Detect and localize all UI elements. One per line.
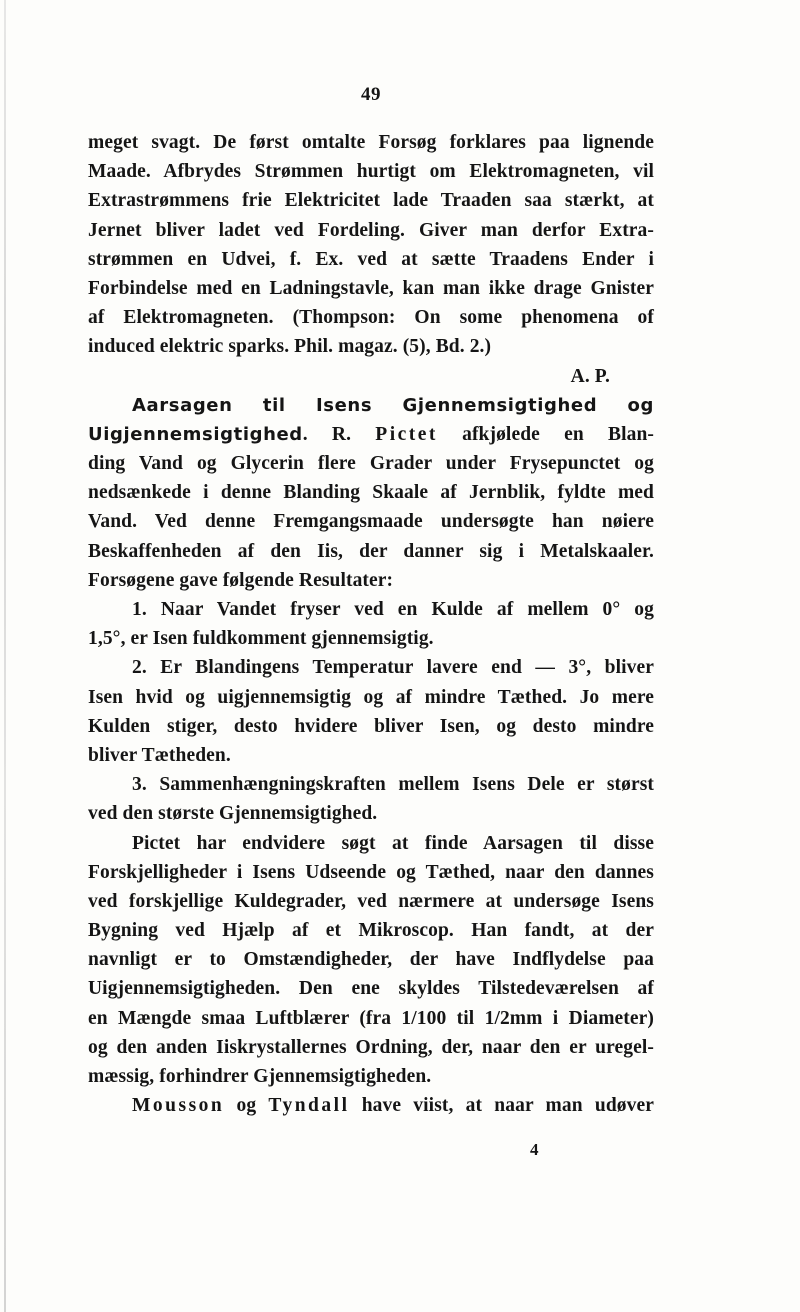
text-line xyxy=(88,303,654,332)
text-segment: og xyxy=(224,1095,269,1117)
text-line xyxy=(88,449,654,478)
text-segment: 1,5°, er Isen fuldkomment gjennemsigtig. xyxy=(88,628,434,650)
text-segment: Forskjelligheder i Isens Udseende og Tæthed, naar den dannes xyxy=(88,861,654,883)
spaced-name: Mousson xyxy=(132,1095,225,1117)
text-line xyxy=(88,216,654,245)
text-segment: Jernet bliver ladet ved Fordeling. Giver man derfor Extra- xyxy=(88,219,654,241)
text-segment: ved forskjellige Kuldegrader, ved nærmere at undersøge Isens xyxy=(88,890,654,912)
text-segment: Forbindelse med en Ladningstavle, kan man ikke drage Gnister xyxy=(88,277,654,299)
text-line xyxy=(88,945,654,974)
text-segment: afkjølede en Blan- xyxy=(437,423,654,445)
text-line xyxy=(88,274,654,303)
page-number: 49 xyxy=(361,84,381,105)
text-segment: 3. Sammenhængningskraften mellem Isens Dele er størst xyxy=(132,774,654,796)
text-segment: ved den største Gjennemsigtighed. xyxy=(88,803,378,825)
section-heading: Uigjennemsigtighed xyxy=(88,423,303,445)
text-line xyxy=(88,887,654,916)
text-line xyxy=(88,157,654,186)
text-segment: nedsænkede i denne Blanding Skaale af Jernblik, fyldte med xyxy=(88,482,654,504)
text-line xyxy=(88,653,654,682)
text-segment: Isen hvid og uigjennemsigtig og af mindre Tæthed. Jo mere xyxy=(88,686,654,708)
text-segment: have viist, at naar man udøver xyxy=(349,1095,655,1117)
text-segment: en Mængde smaa Luftblærer (fra 1/100 til 1/2mm i Diameter) xyxy=(88,1007,654,1029)
page-edge-shadow xyxy=(4,0,6,1312)
text-line xyxy=(88,128,654,157)
text-line xyxy=(88,624,654,653)
text-line xyxy=(88,245,654,274)
text-line xyxy=(88,595,654,624)
text-line xyxy=(88,537,654,566)
text-segment: navnligt er to Omstændigheder, der have Indflydelse paa xyxy=(88,949,654,971)
text-line xyxy=(88,770,654,799)
text-segment: Extrastrømmens frie Elektricitet lade Traaden saa stærkt, at xyxy=(88,190,654,212)
text-line xyxy=(88,420,654,449)
text-segment: Forsøgene gave følgende Resultater: xyxy=(88,569,394,591)
text-segment: Maade. Afbrydes Strømmen hurtigt om Elektromagneten, vil xyxy=(88,161,654,183)
text-segment: A. P. xyxy=(570,365,610,387)
text-line xyxy=(88,829,654,858)
text-segment: induced elektric sparks. Phil. magaz. (5), Bd. 2.) xyxy=(88,336,492,358)
text-segment: 2. Er Blandingens Temperatur lavere end — 3°, bliver xyxy=(132,657,654,679)
text-line xyxy=(88,683,654,712)
text-segment: Bygning ved Hjælp af et Mikroscop. Han fandt, at der xyxy=(88,920,654,942)
text-segment: ding Vand og Glycerin flere Grader under Frysepunctet og xyxy=(88,453,654,475)
text-line xyxy=(88,186,654,215)
text-line xyxy=(88,332,654,361)
text-segment: mæssig, forhindrer Gjennemsigtigheden. xyxy=(88,1066,432,1087)
text-line xyxy=(88,507,654,536)
text-segment: 1. Naar Vandet fryser ved en Kulde af mellem 0° og xyxy=(132,599,654,620)
text-segment: meget svagt. De først omtalte Forsøg forklares paa lignende xyxy=(88,132,654,153)
text-line xyxy=(88,974,654,1003)
text-line xyxy=(88,362,654,391)
section-heading: Aarsagen til Isens Gjennemsigtighed og xyxy=(132,394,654,416)
text-segment: Pictet har endvidere søgt at finde Aarsagen til disse xyxy=(132,832,654,854)
text-segment: . R. xyxy=(302,423,376,445)
text-segment: Uigjennemsigtigheden. Den ene skyldes Tilstedeværelsen af xyxy=(88,978,654,1000)
text-line xyxy=(88,858,654,887)
text-line xyxy=(88,391,654,420)
text-segment: Beskaffenheden af den Iis, der danner sig i Metalskaaler. xyxy=(88,540,654,562)
text-line xyxy=(88,1004,654,1033)
text-segment: af Elektromagneten. (Thompson: On some phenomena of xyxy=(88,307,654,329)
spaced-name: Tyndall xyxy=(268,1095,350,1117)
text-segment: bliver Tætheden. xyxy=(88,744,231,766)
spaced-name: Pictet xyxy=(375,423,438,445)
text-line xyxy=(88,799,654,828)
text-segment: og den anden Iiskrystallernes Ordning, der, naar den er uregel- xyxy=(88,1036,654,1058)
text-line xyxy=(88,1091,654,1120)
text-line xyxy=(88,712,654,741)
signature-number: 4 xyxy=(530,1140,539,1159)
text-line xyxy=(88,916,654,945)
text-line xyxy=(88,741,654,770)
text-line xyxy=(88,566,654,595)
text-line xyxy=(88,1062,654,1091)
text-segment: Kulden stiger, desto hvidere bliver Isen, og desto mindre xyxy=(88,715,654,737)
text-segment: strømmen en Udvei, f. Ex. ved at sætte Traadens Ender i xyxy=(88,248,654,270)
text-line xyxy=(88,1033,654,1062)
body-text xyxy=(88,128,654,1120)
text-segment: Vand. Ved denne Fremgangsmaade undersøgte han nøiere xyxy=(88,511,654,533)
text-line xyxy=(88,478,654,507)
